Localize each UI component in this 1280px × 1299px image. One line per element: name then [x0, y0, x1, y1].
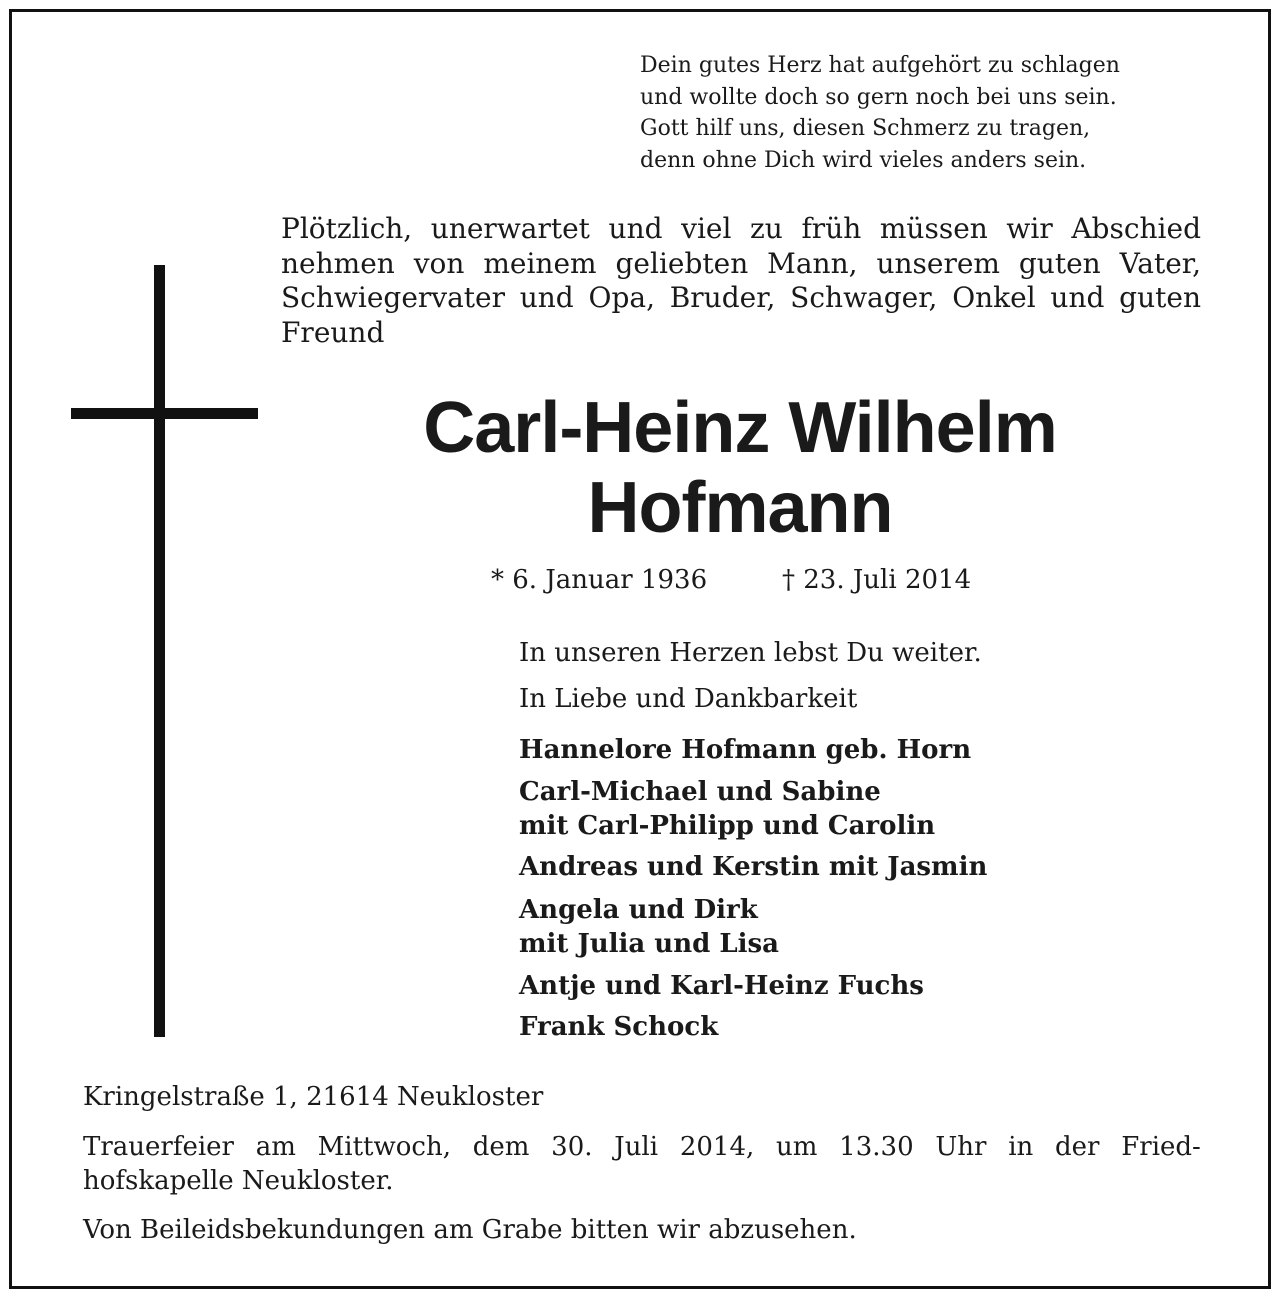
family-entry: [519, 850, 987, 884]
gratitude-phrase: In Liebe und Dankbarkeit: [519, 684, 858, 714]
family-line: Antje und Karl-Heinz Fuchs: [519, 971, 924, 1001]
service-word: in: [1008, 1132, 1034, 1162]
family-line: mit Julia und Lisa: [519, 929, 779, 959]
service-word: Mittwoch,: [317, 1132, 451, 1162]
deceased-name-line1: Carl-Heinz Wilhelm: [423, 388, 1057, 468]
service-word: am: [255, 1132, 296, 1162]
family-line: mit Carl-Philipp und Carolin: [519, 811, 936, 841]
family-line: Hannelore Hofmann geb. Horn: [519, 735, 972, 765]
poem-line: und wollte doch so gern noch bei uns sein.: [640, 84, 1117, 110]
poem-verse: [640, 50, 1220, 176]
condolence-note: Von Beileidsbekundungen am Grabe bitten wir abzusehen.: [83, 1215, 857, 1245]
family-entry: [519, 893, 779, 961]
funeral-service-info: [83, 1130, 1203, 1198]
deceased-name-line2: Hofmann: [587, 468, 893, 548]
service-word: um: [776, 1132, 818, 1162]
service-word: der: [1055, 1132, 1100, 1162]
service-line2: hofskapelle Neukloster.: [83, 1166, 394, 1196]
family-entry: [519, 733, 971, 767]
poem-line: Gott hilf uns, diesen Schmerz zu tragen,: [640, 116, 1091, 141]
service-word: 13.30: [839, 1132, 914, 1162]
cross-vertical-bar: [154, 265, 165, 1037]
cross-horizontal-bar: [71, 408, 258, 419]
service-line1: [83, 1130, 1201, 1164]
service-word: 30.: [551, 1132, 593, 1162]
service-word: Juli: [614, 1132, 659, 1162]
service-word: Trauerfeier: [83, 1132, 234, 1162]
heart-phrase: In unseren Herzen lebst Du weiter.: [519, 638, 982, 668]
family-entry: [519, 775, 935, 843]
birth-date: * 6. Januar 1936: [491, 565, 708, 595]
family-line: Frank Schock: [519, 1012, 719, 1042]
service-word: dem: [472, 1132, 530, 1162]
family-line: Angela und Dirk: [519, 895, 758, 925]
service-word: Uhr: [935, 1132, 987, 1162]
service-word: Fried-: [1121, 1132, 1201, 1162]
death-date: † 23. Juli 2014: [782, 565, 972, 595]
address: Kringelstraße 1, 21614 Neukloster: [83, 1082, 544, 1112]
intro-paragraph: Plötzlich, unerwartet und viel zu früh müssen wir Abschied nehmen von meinem geliebten Mann, unserem guten Vater, Schwiegervater und Opa, Bruder, Schwager, Onkel und guten Freund: [281, 212, 1201, 349]
family-line: Andreas und Kerstin mit Jasmin: [519, 852, 988, 882]
service-word: 2014,: [679, 1132, 755, 1162]
family-line: Carl-Michael und Sabine: [519, 777, 881, 807]
family-entry: [519, 969, 924, 1003]
poem-line: denn ohne Dich wird vieles anders sein.: [640, 147, 1087, 173]
family-entry: [519, 1010, 718, 1044]
poem-line: Dein gutes Herz hat aufgehört zu schlagen: [640, 53, 1120, 78]
deceased-name: [300, 388, 1180, 548]
